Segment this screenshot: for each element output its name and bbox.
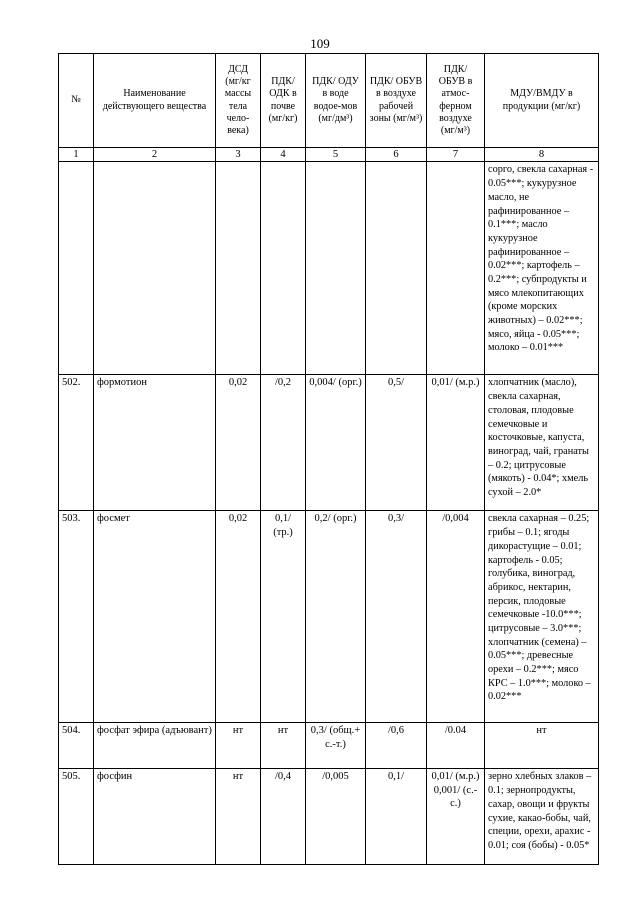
pdk-work-value: 0,1/ bbox=[366, 769, 427, 865]
mdu-value: сорго, свекла сахарная - 0.05***; кукурузное масло, не рафинированное – 0.1***; масло кукурузное рафинированное – 0.02***; картофель – 0.2***; субпродукты и мясо млекопитающих (кроме морских животных) – 0.02***; мясо, яйца - 0.05***; молоко – 0.01*** bbox=[485, 162, 599, 375]
row-num: 503. bbox=[59, 511, 94, 723]
pdk-water-value: 0,2/ (орг.) bbox=[306, 511, 366, 723]
table-row-504 bbox=[59, 723, 599, 769]
mdu-value: нт bbox=[485, 723, 599, 769]
substance-name: фосфат эфира (адъювант) bbox=[94, 723, 216, 769]
pdk-water-value bbox=[306, 162, 366, 375]
pdk-atm-value: /0.04 bbox=[427, 723, 485, 769]
column-number-row bbox=[59, 148, 599, 162]
row-num: 502. bbox=[59, 375, 94, 511]
residue-limits-table bbox=[58, 53, 599, 865]
column-number: 8 bbox=[485, 148, 599, 162]
column-number: 6 bbox=[366, 148, 427, 162]
row-num: 504. bbox=[59, 723, 94, 769]
table-row-505 bbox=[59, 769, 599, 865]
page-number: 109 bbox=[310, 36, 330, 51]
substance-name bbox=[94, 162, 216, 375]
header-pdk-work: ПДК/ ОБУВ в воздухе рабочей зоны (мг/м³) bbox=[366, 54, 427, 148]
dsd-value: нт bbox=[216, 769, 261, 865]
pdk-work-value: 0,3/ bbox=[366, 511, 427, 723]
pdk-water-value: 0,004/ (орг.) bbox=[306, 375, 366, 511]
mdu-value: хлопчатник (масло), свекла сахарная, столовая, плодовые семечковые и косточковые, капуста, виноград, чай, гранаты – 0.2; цитрусовые (мякоть) - 0.04*; хмель сухой – 2.0* bbox=[485, 375, 599, 511]
dsd-value: 0,02 bbox=[216, 511, 261, 723]
pdk-atm-value: 0,01/ (м.р.) bbox=[427, 375, 485, 511]
column-number: 2 bbox=[94, 148, 216, 162]
header-row bbox=[59, 54, 599, 148]
dsd-value bbox=[216, 162, 261, 375]
dsd-value: нт bbox=[216, 723, 261, 769]
header-name: Наименование действующего вещества bbox=[94, 54, 216, 148]
row-num: 505. bbox=[59, 769, 94, 865]
header-mdu: МДУ/ВМДУ в продукции (мг/кг) bbox=[485, 54, 599, 148]
header-pdk-water: ПДК/ ОДУ в воде водое-мов (мг/дм³) bbox=[306, 54, 366, 148]
header-pdk-soil: ПДК/ ОДК в почве (мг/кг) bbox=[261, 54, 306, 148]
pdk-atm-value: 0,01/ (м.р.) 0,001/ (с.-с.) bbox=[427, 769, 485, 865]
column-number: 3 bbox=[216, 148, 261, 162]
table-row-continuation bbox=[59, 162, 599, 375]
pdk-soil-value: нт bbox=[261, 723, 306, 769]
pdk-soil-value: 0,1/ (тр.) bbox=[261, 511, 306, 723]
column-number: 7 bbox=[427, 148, 485, 162]
column-number: 5 bbox=[306, 148, 366, 162]
table-row-502 bbox=[59, 375, 599, 511]
header-num: № bbox=[59, 54, 94, 148]
header-dsd: ДСД (мг/кг массы тела чело-века) bbox=[216, 54, 261, 148]
pdk-soil-value: /0,4 bbox=[261, 769, 306, 865]
pdk-work-value: /0,6 bbox=[366, 723, 427, 769]
column-number: 4 bbox=[261, 148, 306, 162]
row-num bbox=[59, 162, 94, 375]
header-pdk-atm: ПДК/ ОБУВ в атмос-ферном воздухе (мг/м³) bbox=[427, 54, 485, 148]
pdk-work-value bbox=[366, 162, 427, 375]
pdk-water-value: 0,3/ (общ.+ с.-т.) bbox=[306, 723, 366, 769]
table-row-503 bbox=[59, 511, 599, 723]
dsd-value: 0,02 bbox=[216, 375, 261, 511]
substance-name: фосфин bbox=[94, 769, 216, 865]
pdk-soil-value bbox=[261, 162, 306, 375]
substance-name: формотион bbox=[94, 375, 216, 511]
pdk-water-value: /0,005 bbox=[306, 769, 366, 865]
pdk-atm-value bbox=[427, 162, 485, 375]
substance-name: фосмет bbox=[94, 511, 216, 723]
pdk-atm-value: /0,004 bbox=[427, 511, 485, 723]
column-number: 1 bbox=[59, 148, 94, 162]
pdk-work-value: 0,5/ bbox=[366, 375, 427, 511]
pdk-soil-value: /0,2 bbox=[261, 375, 306, 511]
mdu-value: свекла сахарная – 0.25; грибы – 0.1; ягоды дикорастущие – 0.01; картофель - 0.05; голубика, виноград, абрикос, нектарин, персик, плодовые семечковые -10.0***; цитрусовые – 3.0***; хлопчатник (семена) – 0.05***; древесные орехи – 0.2***; мясо КРС – 1.0***; молоко – 0.02*** bbox=[485, 511, 599, 723]
mdu-value: зерно хлебных злаков – 0.1; зернопродукты, сахар, овощи и фрукты сухие, какао-бобы, чай, специи, орехи, арахис - 0.01; соя (бобы) - 0.05* bbox=[485, 769, 599, 865]
